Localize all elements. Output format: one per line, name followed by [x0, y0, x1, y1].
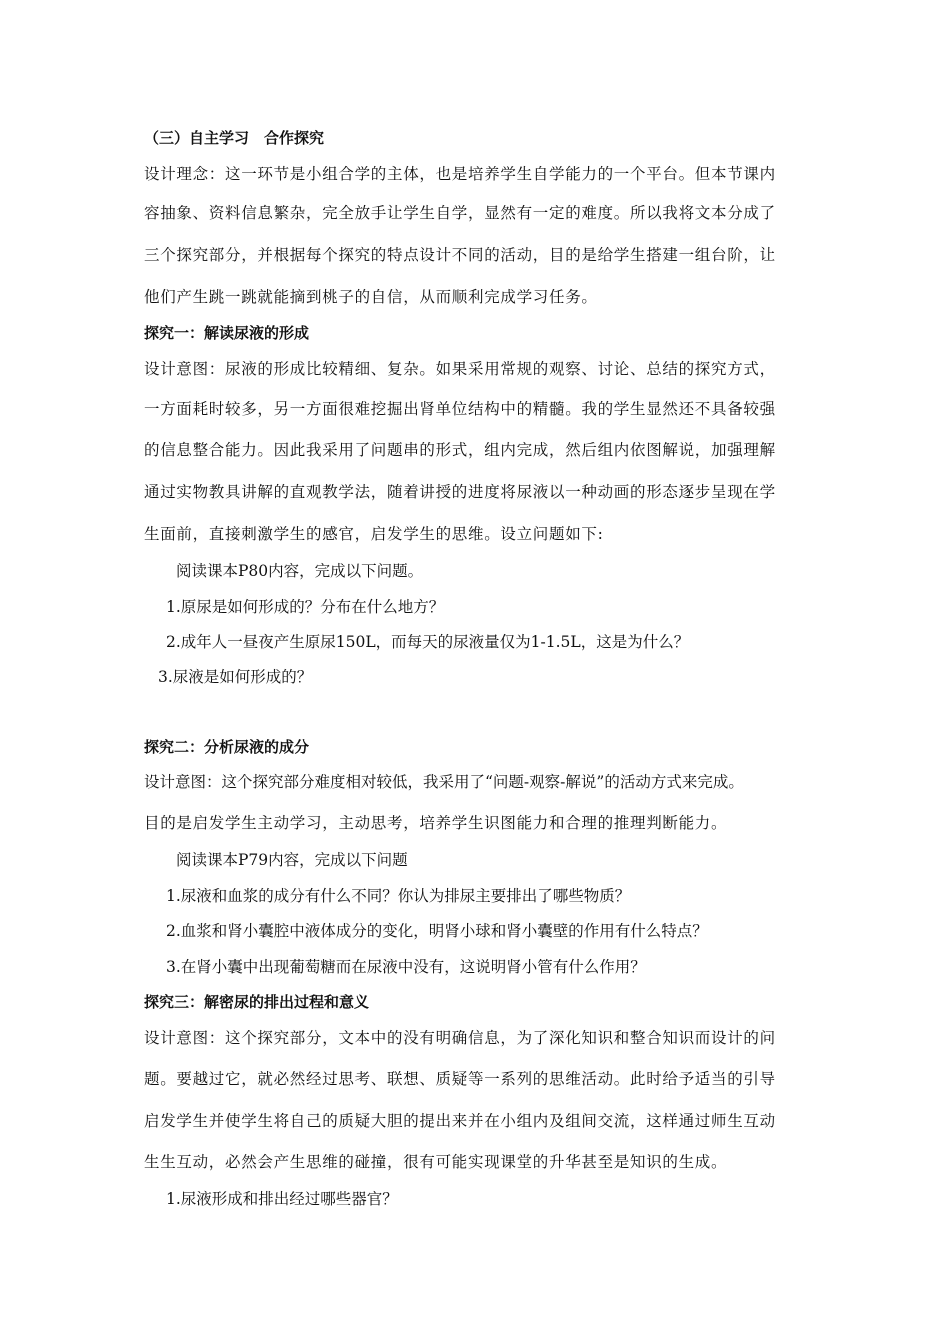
explore2-intent-line-2: 目的是启发学生主动学习，主动思考，培养学生识图能力和合理的推理判断能力。 [144, 814, 728, 832]
explore1-intent-line-2: 一方面耗时较多，另一方面很难挖掘出肾单位结构中的精髓。我的学生显然还不具备较强 [144, 400, 776, 418]
design-concept-line-3: 三个探究部分，并根据每个探究的特点设计不同的活动，目的是给学生搭建一组台阶，让 [144, 246, 776, 264]
explore1-question-1: 1.原尿是如何形成的？分布在什么地方？ [166, 598, 445, 616]
explore3-question-1: 1.尿液形成和排出经过哪些器官？ [166, 1190, 398, 1208]
explore2-reading: 阅读课本P79内容，完成以下问题 [176, 851, 408, 869]
explore1-intent-line-5: 生面前，直接刺激学生的感官，启发学生的思维。设立问题如下: [144, 525, 604, 543]
explore3-intent-line-1: 设计意图：这个探究部分，文本中的没有明确信息，为了深化知识和整合知识而设计的问 [144, 1029, 776, 1047]
explore2-question-1: 1.尿液和血浆的成分有什么不同？你认为排尿主要排出了哪些物质？ [166, 887, 631, 905]
design-concept-line-1: 设计理念：这一环节是小组合学的主体，也是培养学生自学能力的一个平台。但本节课内 [144, 165, 776, 183]
explore3-intent-line-4: 生生互动，必然会产生思维的碰撞，很有可能实现课堂的升华甚至是知识的生成。 [144, 1153, 728, 1171]
explore1-heading: 探究一：解读尿液的形成 [144, 324, 310, 342]
explore2-heading: 探究二：分析尿液的成分 [144, 738, 310, 756]
section3-heading: （三）自主学习 合作探究 [144, 129, 325, 147]
explore1-question-3: 3.尿液是如何形成的？ [158, 668, 313, 686]
design-concept-line-2: 容抽象、资料信息繁杂，完全放手让学生自学，显然有一定的难度。所以我将文本分成了 [144, 204, 776, 222]
explore3-intent-line-3: 启发学生并使学生将自己的质疑大胆的提出来并在小组内及组间交流，这样通过师生互动 [144, 1112, 776, 1130]
explore2-question-2: 2.血浆和肾小囊腔中液体成分的变化，明肾小球和肾小囊壁的作用有什么特点？ [166, 922, 708, 940]
design-concept-line-4: 他们产生跳一跳就能摘到桃子的自信，从而顺利完成学习任务。 [144, 288, 598, 306]
explore1-intent-line-3: 的信息整合能力。因此我采用了问题串的形式，组内完成，然后组内依图解说，加强理解 [144, 441, 776, 459]
explore3-intent-line-2: 题。要越过它，就必然经过思考、联想、质疑等一系列的思维活动。此时给予适当的引导 [144, 1070, 776, 1088]
explore2-question-3: 3.在肾小囊中出现葡萄糖而在尿液中没有，这说明肾小管有什么作用？ [166, 958, 646, 976]
explore1-intent-line-4: 通过实物教具讲解的直观教学法，随着讲授的进度将尿液以一种动画的形态逐步呈现在学 [144, 483, 776, 501]
explore3-heading: 探究三：解密尿的排出过程和意义 [144, 993, 370, 1011]
explore1-question-2: 2.成年人一昼夜产生原尿150L，而每天的尿液量仅为1-1.5L，这是为什么？ [166, 633, 690, 651]
explore1-reading: 阅读课本P80内容，完成以下问题。 [176, 562, 424, 580]
explore1-intent-line-1: 设计意图：尿液的形成比较精细、复杂。如果采用常规的观察、讨论、总结的探究方式， [144, 360, 776, 378]
explore2-intent-line-1: 设计意图：这个探究部分难度相对较低，我采用了“问题-观察-解说”的活动方式来完成。 [144, 773, 744, 791]
